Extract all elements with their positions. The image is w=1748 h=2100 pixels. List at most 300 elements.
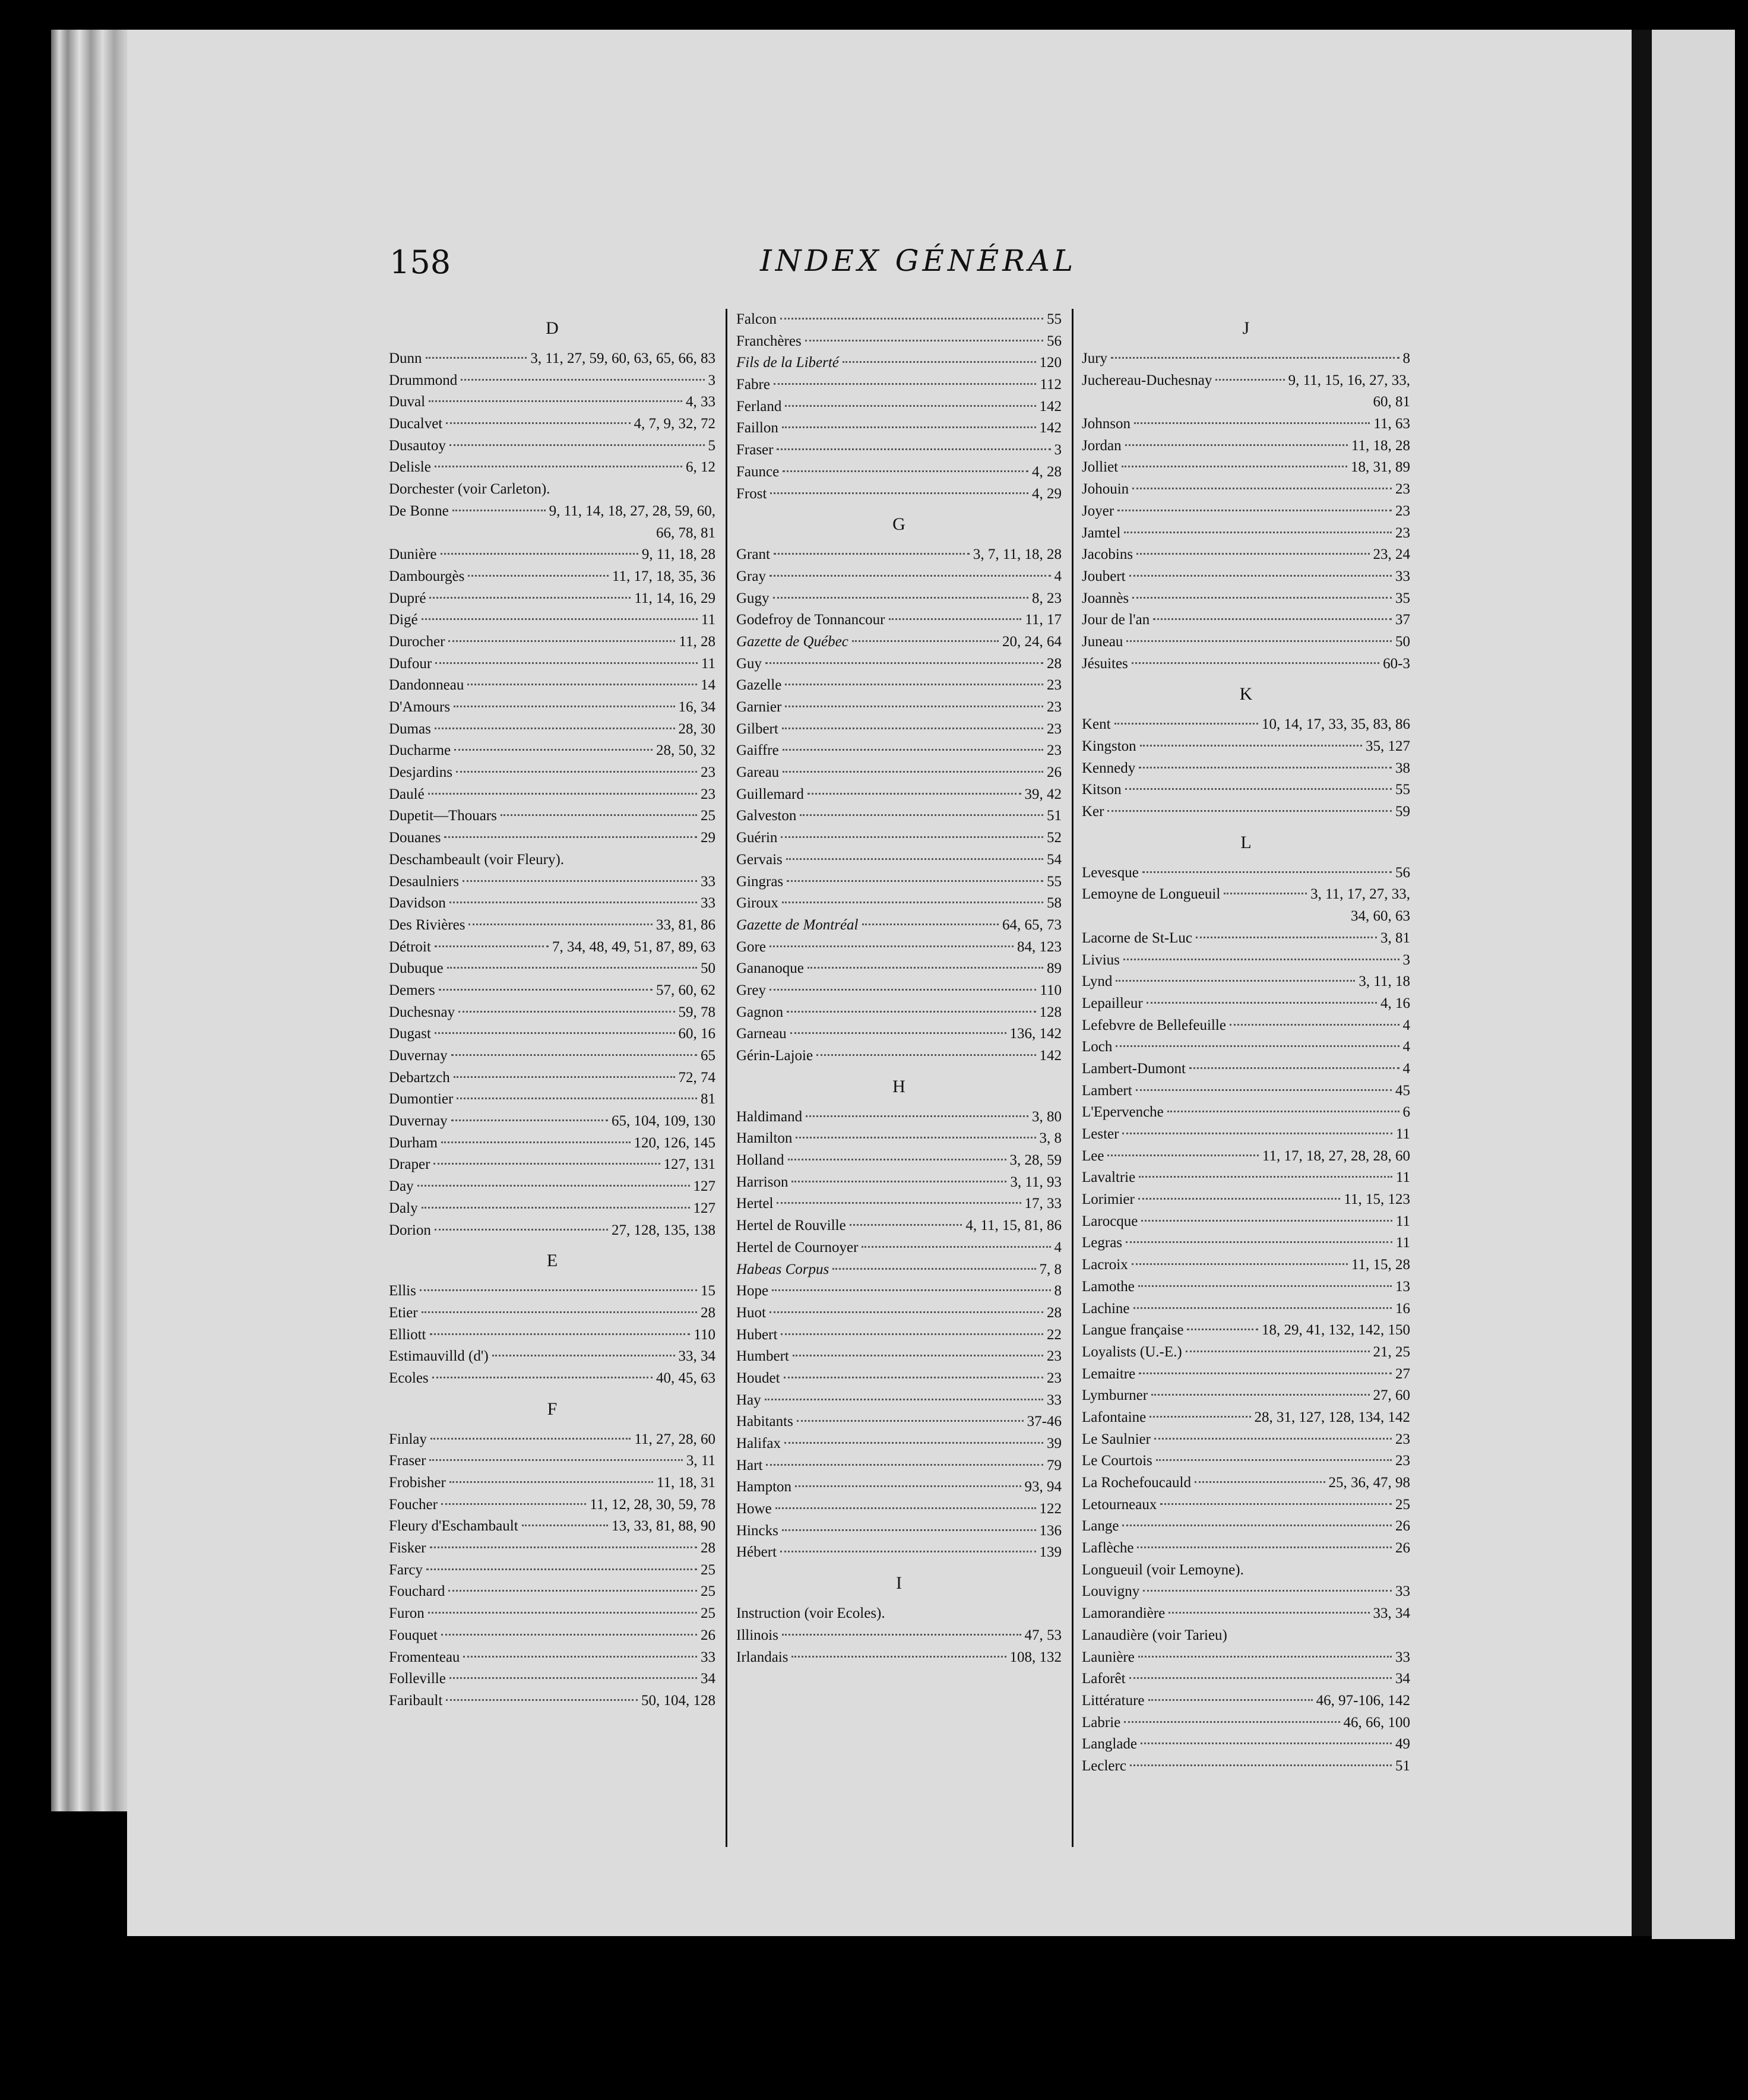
dot-leader [435,466,682,467]
index-entry [736,1280,1062,1302]
entry-name: De Bonne [389,502,449,519]
index-entry [389,1280,715,1302]
index-entry [389,1176,715,1198]
entry-name: Houdet [736,1370,780,1386]
index-entry [389,631,715,653]
entry-name: Garneau [736,1026,787,1042]
index-entry [736,697,1062,719]
index-entry [389,1154,715,1176]
index-entry [736,588,1062,610]
index-entry [389,1429,715,1451]
index-entry [389,1023,715,1045]
entry-name: Letourneaux [1082,1496,1157,1513]
page-title: INDEX GÉNÉRAL [760,243,1077,278]
entry-pages: 25 [701,808,715,824]
entry-pages: 18, 29, 41, 132, 142, 150 [1262,1322,1410,1339]
index-entry [736,915,1062,937]
entry-name: Ducharme [389,742,451,759]
dot-leader [449,902,697,903]
entry-name: Hampton [736,1479,792,1495]
dot-leader [439,989,653,991]
entry-name: Daulé [389,786,425,802]
entry-pages: 136, 142 [1009,1026,1062,1042]
index-entry [389,871,715,893]
entry-name: Frost [736,485,767,502]
dot-leader [1132,1263,1348,1265]
index-entry [1082,435,1410,457]
index-entry [389,501,715,523]
dot-leader [429,1459,682,1461]
entry-name: Falcon [736,311,777,327]
index-column-3 [1082,309,1410,1778]
entry-pages: 23 [1047,1370,1062,1386]
entry-name: Dandonneau [389,677,464,694]
entry-pages: 23 [1395,524,1410,541]
index-entry [736,675,1062,697]
index-entry [389,1581,715,1603]
entry-pages: 4, 16 [1380,995,1410,1011]
entry-pages-continued: 60, 81 [1373,394,1410,410]
index-entry [736,331,1062,353]
entry-pages: 3, 11, 27, 59, 60, 63, 65, 66, 83 [530,350,715,366]
dot-leader [797,1420,1024,1422]
index-entry [1082,1734,1410,1756]
entry-pages: 23 [1047,677,1062,694]
entry-name: Digé [389,612,418,628]
entry-name: Dumontier [389,1091,454,1108]
entry-pages: 49 [1395,1736,1410,1753]
entry-pages: 7, 34, 48, 49, 51, 87, 89, 63 [552,938,715,955]
dot-leader [1125,788,1392,790]
entry-name: Hertel [736,1196,774,1212]
dot-leader [426,357,527,359]
entry-pages: 23 [1047,699,1062,715]
entry-pages: 60, 16 [678,1026,715,1042]
entry-pages: 14 [701,677,715,694]
entry-pages: 33 [701,895,715,912]
dot-leader [773,597,1028,599]
entry-name: Habitants [736,1413,793,1430]
index-entry [736,418,1062,439]
entry-name: Durham [389,1134,438,1151]
dot-leader [1156,1459,1392,1461]
entry-name: Hart [736,1457,763,1473]
entry-pages-continued: 34, 60, 63 [1351,908,1410,925]
dot-leader [448,640,675,642]
index-entry [389,413,715,435]
entry-name: Lynd [1082,973,1113,990]
entry-name: Jour de l'an [1082,612,1150,628]
index-entry [1082,1407,1410,1429]
dot-leader [1132,597,1392,599]
entry-pages: 35, 127 [1366,738,1410,754]
entry-pages: 11, 17 [1025,612,1062,628]
dot-leader [783,749,1043,751]
dot-leader [781,1333,1043,1335]
entry-name: Haldimand [736,1108,803,1125]
entry-pages: 93, 94 [1024,1479,1062,1495]
index-entry [389,1647,715,1669]
dot-leader [422,618,698,620]
index-entry [389,1133,715,1155]
index-entry [1082,1581,1410,1603]
index-entry [1082,588,1410,610]
dot-leader [808,793,1021,795]
entry-name: Hertel de Rouville [736,1217,846,1234]
entry-pages: 10, 14, 17, 33, 35, 83, 86 [1262,716,1410,733]
entry-pages: 33 [1395,1649,1410,1665]
entry-name: Gagnon [736,1004,784,1020]
dot-leader [435,728,675,729]
entry-pages: 47, 53 [1024,1627,1062,1643]
entry-name: Loyalists (U.-E.) [1082,1343,1182,1360]
dot-leader [441,1634,697,1636]
dot-leader [1129,1677,1392,1679]
entry-name: Elliott [389,1326,426,1343]
entry-pages: 34 [701,1671,715,1687]
entry-pages: 3, 28, 59 [1009,1152,1062,1169]
dot-leader [1189,1067,1399,1069]
entry-name: Draper [389,1156,430,1173]
index-entry [389,1516,715,1538]
index-entry [1082,609,1410,631]
entry-pages: 23 [1395,1453,1410,1469]
dot-leader [889,618,1022,620]
entry-name: Kingston [1082,738,1136,754]
dot-leader [783,771,1043,773]
dot-leader [429,597,631,599]
entry-name: Lafontaine [1082,1409,1147,1425]
index-entry [389,740,715,762]
entry-pages: 52 [1047,830,1062,846]
index-entry [736,1520,1062,1542]
entry-name: Godefroy de Tonnancour [736,612,885,628]
index-entry [389,827,715,849]
entry-pages: 120, 126, 145 [634,1134,715,1151]
entry-pages: 38 [1395,760,1410,776]
section-letter: I [896,1573,902,1593]
entry-pages: 23 [1395,502,1410,519]
entry-pages: 65, 104, 109, 130 [612,1113,715,1130]
entry-pages: 26 [1395,1518,1410,1535]
dot-leader [780,318,1043,320]
dot-leader [1122,1133,1392,1134]
entry-name: Jésuites [1082,655,1128,672]
index-entry [736,958,1062,980]
entry-name: Gilbert [736,720,778,737]
entry-name: Folleville [389,1671,446,1687]
dot-leader [435,662,698,664]
entry-name: Joubert [1082,568,1126,584]
entry-pages: 11 [1395,1126,1410,1142]
entry-name: Howe [736,1501,772,1517]
index-entry [736,653,1062,675]
entry-name: Harrison [736,1174,788,1190]
dot-leader [770,492,1028,494]
entry-name: Dambourgès [389,568,465,584]
index-entry [389,1324,715,1346]
index-entry [389,1603,715,1625]
index-entry [389,457,715,479]
dot-leader [1196,937,1377,938]
column-rule [726,309,727,1847]
dot-leader [435,1032,675,1034]
index-entry: Longueuil (voir Lemoyne). [1082,1561,1244,1578]
dot-leader [433,1163,660,1165]
index-entry [389,544,715,566]
index-entry [736,1433,1062,1455]
column-rule [1072,309,1074,1847]
entry-pages: 11, 15, 123 [1344,1191,1410,1208]
dot-leader [782,902,1043,903]
index-entry [1082,1472,1410,1494]
dot-leader [806,1115,1028,1117]
entry-pages: 28 [701,1540,715,1557]
entry-name: Grey [736,982,766,998]
dot-leader [770,945,1014,947]
index-entry [389,697,715,719]
dot-leader [782,1634,1021,1636]
entry-name: Dubuque [389,960,444,977]
dot-leader [1187,1329,1258,1330]
dot-leader [1153,618,1392,620]
entry-pages: 55 [1047,311,1062,327]
entry-pages: 8 [1402,350,1410,366]
entry-pages: 39 [1047,1435,1062,1451]
dot-leader [1151,1394,1369,1396]
entry-name: Langlade [1082,1736,1138,1753]
dot-leader [1123,959,1399,960]
index-entry [736,1002,1062,1024]
entry-name: Labrie [1082,1714,1121,1731]
entry-name: Habeas Corpus [736,1261,829,1277]
entry-name: Joannès [1082,590,1129,606]
index-entry [389,588,715,610]
entry-pages: 84, 123 [1017,938,1062,955]
entry-pages: 11, 17, 18, 27, 28, 28, 60 [1262,1147,1410,1164]
dot-leader [435,1229,608,1231]
entry-pages: 21, 25 [1373,1343,1410,1360]
dot-leader [1141,1220,1392,1222]
dot-leader [1215,379,1284,381]
dot-leader [1138,1198,1341,1200]
entry-name: Fisker [389,1540,426,1557]
entry-pages: 11 [1395,1235,1410,1251]
entry-pages: 45 [1395,1082,1410,1099]
index-entry [389,1111,715,1133]
entry-pages: 23 [1395,481,1410,498]
entry-pages: 23 [1047,1348,1062,1365]
index-entry [1082,631,1410,653]
dot-leader [781,836,1043,838]
index-entry [389,1450,715,1472]
dot-leader [770,575,1051,577]
entry-pages: 25 [1395,1496,1410,1513]
index-entry [1082,1364,1410,1386]
dot-leader [441,1503,587,1505]
dot-leader [774,553,970,555]
entry-pages: 72, 74 [678,1069,715,1086]
index-entry [1082,971,1410,993]
entry-pages: 5 [708,437,715,454]
dot-leader [782,728,1043,729]
dot-leader [430,1438,631,1440]
entry-name: Hay [736,1391,761,1408]
dot-leader [457,1098,697,1099]
dot-leader [805,340,1043,341]
entry-name: Desjardins [389,764,452,781]
entry-pages: 16 [1395,1300,1410,1317]
entry-name: L'Epervenche [1082,1104,1164,1121]
dot-leader [463,1656,697,1658]
entry-pages: 23 [1395,1431,1410,1447]
entry-name: Hébert [736,1544,777,1561]
dot-leader [796,1137,1036,1138]
entry-pages: 13, 33, 81, 88, 90 [612,1518,715,1535]
index-entry [389,719,715,741]
section-letter: K [1239,684,1253,704]
entry-name: Jordan [1082,437,1122,454]
entry-name: Lemaitre [1082,1365,1136,1382]
index-entry [1082,1167,1410,1189]
dot-leader [1126,640,1392,642]
index-entry [1082,1080,1410,1102]
entry-pages: 7, 8 [1039,1261,1062,1277]
index-entry [389,1198,715,1220]
entry-pages: 81 [701,1091,715,1108]
dot-leader [1230,1024,1399,1026]
dot-leader [1130,1764,1392,1766]
entry-name: Johnson [1082,416,1130,432]
entry-pages: 11, 18, 28 [1351,437,1410,454]
dot-leader [448,1590,697,1592]
entry-pages: 28, 31, 127, 128, 134, 142 [1254,1409,1410,1425]
entry-name: Furon [389,1605,425,1622]
index-entry [1082,501,1410,523]
entry-name: Gaiffre [736,742,779,759]
index-entry [1082,1450,1410,1472]
page-number: 158 [390,243,451,281]
entry-pages: 40, 45, 63 [656,1370,715,1386]
dot-leader [1140,745,1362,747]
entry-pages: 26 [701,1627,715,1643]
entry-pages: 57, 60, 62 [656,982,715,998]
dot-leader [1136,553,1369,555]
dot-leader [1154,1438,1392,1440]
index-entry [389,370,715,392]
index-entry [1082,1320,1410,1342]
entry-pages: 9, 11, 14, 18, 27, 28, 59, 60, [549,502,715,519]
dot-leader [1122,1525,1392,1526]
dot-leader [446,1699,638,1701]
entry-pages: 127, 131 [663,1156,715,1173]
index-entry [389,348,715,370]
dot-leader [808,967,1043,969]
dot-leader [1117,510,1392,511]
dot-leader [454,749,653,751]
entry-name: Hope [736,1283,769,1299]
entry-name: Fleury d'Eschambault [389,1518,518,1535]
entry-name: Durocher [389,633,445,650]
index-entry [736,762,1062,784]
entry-name: Halifax [736,1435,781,1451]
entry-name: Jamtel [1082,524,1121,541]
entry-pages: 28, 50, 32 [656,742,715,759]
entry-pages: 29 [701,830,715,846]
index-entry [1082,544,1410,566]
dot-leader [458,1011,674,1013]
entry-name: Giroux [736,895,778,912]
entry-pages: 15 [701,1283,715,1299]
dot-leader [492,1355,675,1356]
entry-pages: 23 [1047,742,1062,759]
entry-name: Grant [736,546,770,563]
dot-leader [782,426,1036,428]
entry-name: Galveston [736,808,797,824]
index-entry [1082,801,1410,823]
entry-pages: 89 [1047,960,1062,977]
index-entry [389,609,715,631]
entry-name: Humbert [736,1348,789,1365]
index-entry [389,937,715,959]
entry-pages: 27 [1395,1365,1410,1382]
entry-pages: 50 [701,960,715,977]
entry-name: Fouquet [389,1627,438,1643]
entry-pages: 128 [1039,1004,1062,1020]
entry-name: Gareau [736,764,780,781]
index-entry [1082,993,1410,1015]
dot-leader [1129,575,1392,577]
entry-pages: 39, 42 [1024,786,1062,802]
entry-pages: 28, 30 [678,720,715,737]
dot-leader [1124,532,1392,533]
dot-leader [862,924,999,925]
entry-name: Franchères [736,333,802,349]
entry-name: Fraser [389,1453,426,1469]
index-entry [736,805,1062,827]
entry-pages: 79 [1047,1457,1062,1473]
entry-name: Launière [1082,1649,1135,1665]
dot-leader [1114,723,1258,725]
dot-leader [468,575,609,577]
index-entry [389,1067,715,1089]
entry-pages: 4 [1054,568,1062,584]
entry-name: Fraser [736,442,774,458]
entry-pages: 25 [701,1583,715,1600]
dot-leader [456,771,697,773]
index-entry [736,566,1062,588]
entry-pages: 8 [1054,1283,1062,1299]
entry-pages: 65 [701,1048,715,1064]
index-entry [1082,653,1410,675]
entry-pages: 35 [1395,590,1410,606]
entry-name: Le Courtois [1082,1453,1152,1469]
entry-pages: 3, 11, 93 [1010,1174,1062,1190]
dot-leader [777,448,1050,450]
index-entry [736,1193,1062,1215]
entry-name: Finlay [389,1431,427,1447]
entry-name: Duvernay [389,1113,448,1130]
entry-name: Jacobins [1082,546,1133,563]
entry-name: Debartzch [389,1069,450,1086]
index-entry [1082,1385,1410,1407]
entry-name: Fabre [736,377,770,393]
entry-pages: 11 [1395,1169,1410,1186]
entry-name: Duvernay [389,1048,448,1064]
dot-leader [1111,357,1399,359]
index-entry [389,675,715,697]
entry-pages: 4 [1054,1239,1062,1255]
